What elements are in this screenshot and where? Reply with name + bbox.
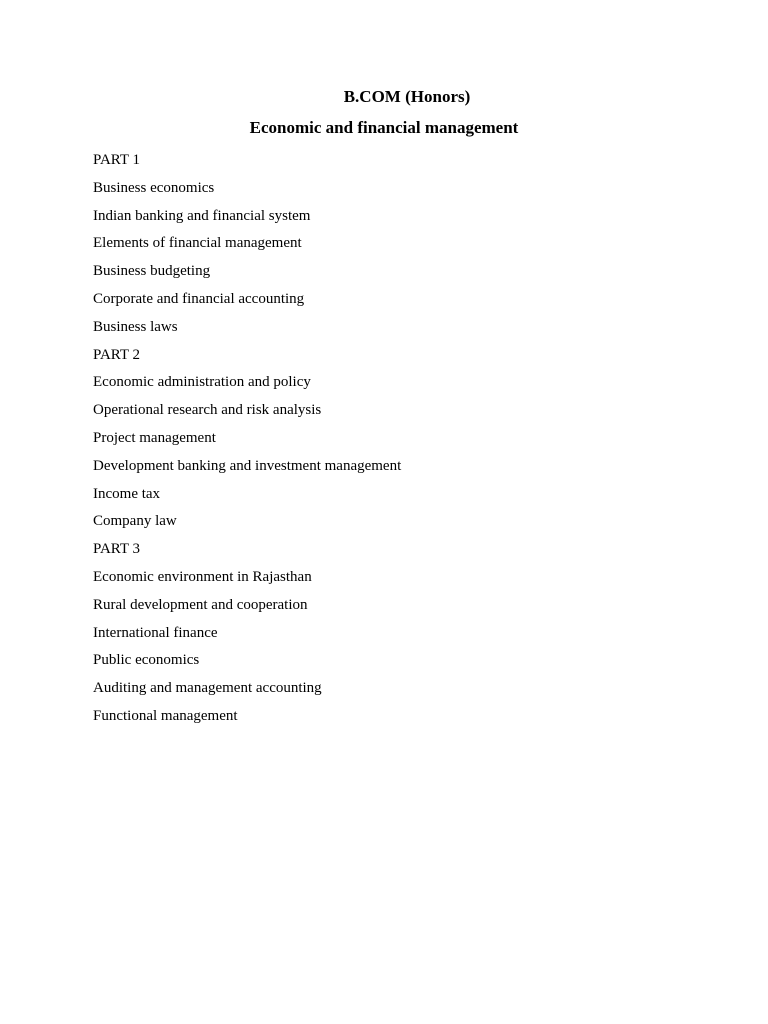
list-item: Business budgeting <box>93 263 211 280</box>
list-item: Public economics <box>93 652 200 669</box>
section-heading-part-1: PART 1 <box>93 152 141 168</box>
list-item: Business laws <box>93 318 178 335</box>
list-item: Project management <box>93 429 216 446</box>
document-subtitle: Economic and financial management <box>249 118 519 137</box>
list-item: Auditing and management accounting <box>93 680 322 697</box>
list-item: Rural development and cooperation <box>93 596 308 613</box>
list-item: Corporate and financial accounting <box>93 290 305 307</box>
list-item: International finance <box>93 624 218 641</box>
document-title: B.COM (Honors) <box>343 87 471 106</box>
list-item: Company law <box>93 513 177 530</box>
section-heading-part-2: PART 2 <box>93 346 141 363</box>
list-item: Operational research and risk analysis <box>93 402 322 419</box>
list-item: Elements of financial management <box>93 235 302 252</box>
list-item: Business economics <box>93 179 215 196</box>
list-item: Economic administration and policy <box>93 374 311 391</box>
list-item: Economic environment in Rajasthan <box>93 568 312 585</box>
document-body <box>93 147 708 731</box>
list-item: Income tax <box>93 485 161 502</box>
list-item: Functional management <box>93 707 238 724</box>
list-item: Indian banking and financial system <box>93 207 311 224</box>
list-item: Development banking and investment management <box>93 457 402 474</box>
section-heading-part-3: PART 3 <box>93 541 141 558</box>
